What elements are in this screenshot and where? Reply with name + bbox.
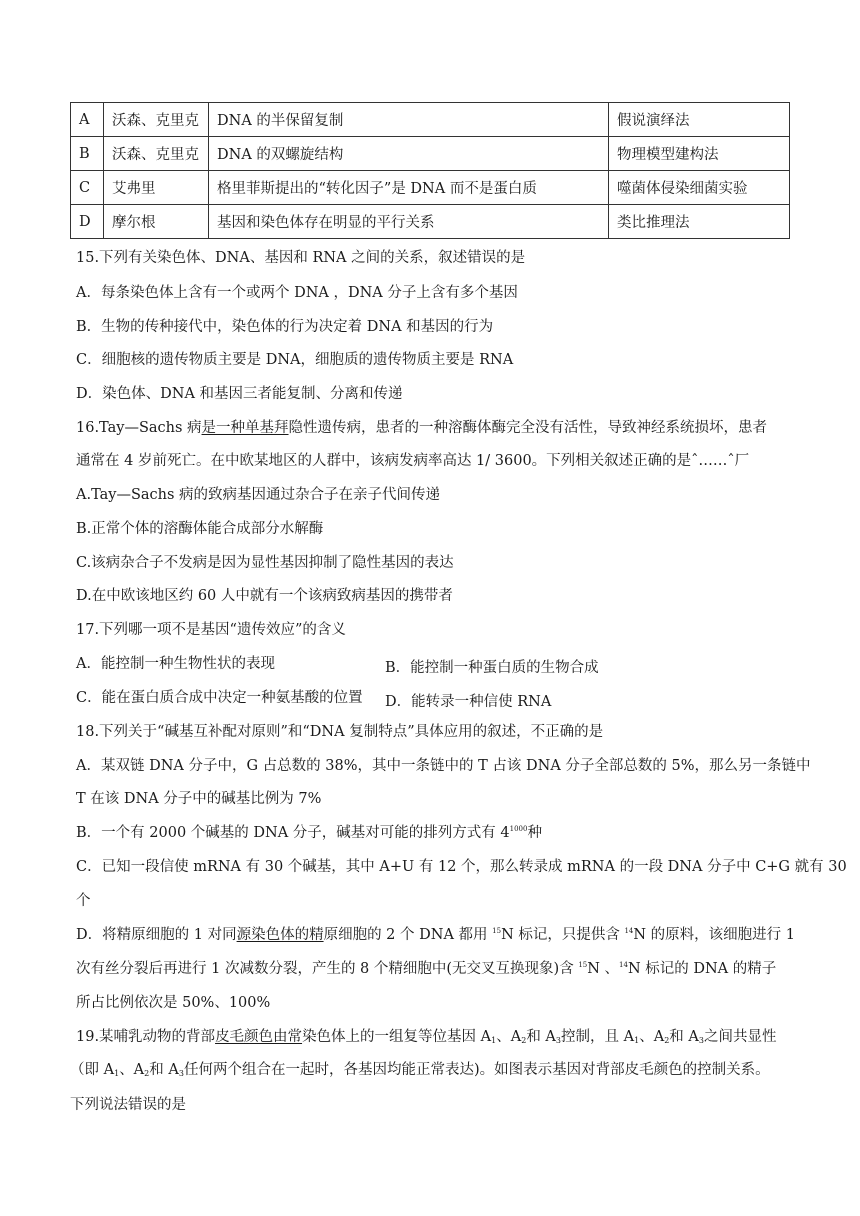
- table-row: [71, 137, 790, 171]
- q15-option-d: D．染色体、DNA 和基因三者能复制、分离和传递: [76, 386, 403, 402]
- q18-d-pre: D．将精原细胞的 1 对同: [76, 927, 237, 943]
- option-letter: C: [71, 171, 104, 205]
- finding-cell: DNA 的半保留复制: [209, 103, 609, 137]
- q16-option-b: B.正常个体的溶酶体能合成部分水解酶: [76, 521, 324, 537]
- q19-underlined: 皮毛颜色由常: [215, 1029, 303, 1045]
- q16-stem-underlined: 是一种单基拜: [201, 420, 289, 436]
- finding-cell: 格里菲斯提出的“转化因子”是 DNA 而不是蛋白质: [209, 171, 609, 205]
- allele-subscript: 2: [664, 1036, 670, 1045]
- q16-stem-pre: 16.Tay—Sachs 病: [76, 420, 202, 436]
- q19-text: 、A: [119, 1062, 145, 1078]
- q18-b-exponent: 1000: [509, 825, 528, 833]
- finding-cell: DNA 的双螺旋结构: [209, 137, 609, 171]
- method-cell: 噬菌体侵染细菌实验: [609, 171, 790, 205]
- q17-option-d: D．能转录一种信使 RNA: [385, 694, 552, 710]
- q17-stem: 17.下列哪一项不是基因“遗传效应”的含义: [76, 622, 346, 638]
- q18-d-post: N 标记，只提供含: [501, 927, 625, 943]
- q16-stem-post: 隐性遗传病，患者的一种溶酶体酶完全没有活性，导致神经系统损坏，患者: [288, 420, 768, 436]
- q16-stem-line2: 通常在 4 岁前死亡。在中欧某地区的人群中，该病发病率高达 1/ 3600。下列相关叙述正确的是ˆ……ˆ厂: [76, 453, 750, 469]
- q18-option-d-line1: [76, 927, 795, 944]
- scientist-cell: 沃森、克里克: [104, 137, 209, 171]
- allele-subscript: 3: [178, 1069, 184, 1078]
- q18-b-text: B．一个有 2000 个碱基的 DNA 分子，碱基对可能的排列方式有 4: [76, 825, 510, 841]
- q18-d-mid: 原细胞的 2 个 DNA 都用: [323, 927, 493, 943]
- isotope-14: 14: [624, 927, 634, 935]
- q18-option-d-line2: [76, 961, 776, 978]
- q19-stem-line3: 下列说法错误的是: [70, 1097, 186, 1113]
- q19-text: 和 A: [669, 1029, 699, 1045]
- q17-option-c: C．能在蛋白质合成中决定一种氨基酸的位置: [76, 690, 363, 706]
- q19-text: 任何两个组合在一起时，各基因均能正常表达)。如图表示基因对背部皮毛颜色的控制关系。: [183, 1062, 770, 1078]
- q18-stem: 18.下列关于“碱基互补配对原则”和“DNA 复制特点”具体应用的叙述，不正确的是: [76, 724, 604, 740]
- q17-option-a: A．能控制一种生物性状的表现: [76, 656, 275, 672]
- allele-subscript: 2: [521, 1036, 527, 1045]
- q19-text: 、A: [496, 1029, 522, 1045]
- q18-option-c-line1: C．已知一段信使 mRNA 有 30 个碱基，其中 A+U 有 12 个，那么转录成 mRNA 的一段 DNA 分子中 C+G 就有 30: [76, 859, 847, 875]
- q18-d2-pre: 次有丝分裂后再进行 1 次减数分裂，产生的 8 个精细胞中(无交叉互换现象)含: [76, 961, 579, 977]
- allele-subscript: 2: [144, 1069, 150, 1078]
- q19-text: 19.某哺乳动物的背部: [76, 1029, 216, 1045]
- isotope-15: 15: [492, 927, 502, 935]
- q15-stem: 15.下列有关染色体、DNA、基因和 RNA 之间的关系，叙述错误的是: [76, 250, 526, 266]
- q17-option-b: B．能控制一种蛋白质的生物合成: [385, 660, 599, 676]
- scientist-cell: 沃森、克里克: [104, 103, 209, 137]
- isotope-15: 15: [578, 961, 588, 969]
- scientist-cell: 摩尔根: [104, 205, 209, 239]
- q18-b-suffix: 种: [527, 825, 542, 841]
- q18-d-end: N 的原料，该细胞进行 1: [633, 927, 796, 943]
- q18-d2-mid: N 、: [587, 961, 620, 977]
- method-cell: 类比推理法: [609, 205, 790, 239]
- q19-text: 控制，且 A: [561, 1029, 635, 1045]
- table-row: [71, 171, 790, 205]
- q19-text: 之间共显性: [703, 1029, 777, 1045]
- option-letter: B: [71, 137, 104, 171]
- q16-option-a: A.Tay—Sachs 病的致病基因通过杂合子在亲子代间传递: [76, 487, 441, 503]
- isotope-14: 14: [619, 961, 628, 969]
- q15-option-c: C．细胞核的遗传物质主要是 DNA，细胞质的遗传物质主要是 RNA: [76, 352, 514, 368]
- q18-option-d-line3: 所占比例依次是 50%、100%: [76, 995, 271, 1011]
- q19-stem-line2: [70, 1062, 770, 1079]
- q16-option-c: C.该病杂合子不发病是因为显性基因抑制了隐性基因的表达: [76, 555, 454, 571]
- q19-text: 染色体上的一组复等位基因 A: [302, 1029, 492, 1045]
- q19-text: 和 A: [526, 1029, 556, 1045]
- q18-d-underlined: 源染色体的精: [236, 927, 324, 943]
- options-table: [70, 102, 790, 239]
- allele-subscript: 1: [114, 1069, 120, 1078]
- q19-stem-line1: [76, 1029, 776, 1046]
- q18-option-a-line1: A．某双链 DNA 分子中，G 占总数的 38%，其中一条链中的 T 占该 DNA 分子全部总数的 5%，那么另一条链中: [76, 758, 811, 774]
- q19-text: 、A: [639, 1029, 665, 1045]
- allele-subscript: 1: [491, 1036, 497, 1045]
- allele-subscript: 3: [698, 1036, 704, 1045]
- table-row: [71, 205, 790, 239]
- finding-cell: 基因和染色体存在明显的平行关系: [209, 205, 609, 239]
- q16-option-d: D.在中欧该地区约 60 人中就有一个该病致病基因的携带者: [76, 588, 453, 604]
- allele-subscript: 3: [555, 1036, 562, 1045]
- allele-subscript: 1: [634, 1036, 640, 1045]
- method-cell: 物理模型建构法: [609, 137, 790, 171]
- q19-text: 和 A: [149, 1062, 179, 1078]
- q16-stem-line1: [76, 420, 767, 437]
- q18-option-c-line2: 个: [76, 893, 91, 909]
- option-letter: D: [71, 205, 104, 239]
- q18-d2-end: N 标记的 DNA 的精子: [627, 961, 777, 977]
- q18-option-b: [76, 825, 542, 842]
- q15-option-a: A．每条染色体上含有一个或两个 DNA ，DNA 分子上含有多个基因: [76, 285, 518, 301]
- table-row: [71, 103, 790, 137]
- method-cell: 假说演绎法: [609, 103, 790, 137]
- scientist-cell: 艾弗里: [104, 171, 209, 205]
- q19-text: （即 A: [70, 1062, 115, 1078]
- option-letter: A: [71, 103, 104, 137]
- q18-option-a-line2: T 在该 DNA 分子中的碱基比例为 7%: [76, 791, 322, 807]
- q15-option-b: B．生物的传种接代中，染色体的行为决定着 DNA 和基因的行为: [76, 319, 494, 335]
